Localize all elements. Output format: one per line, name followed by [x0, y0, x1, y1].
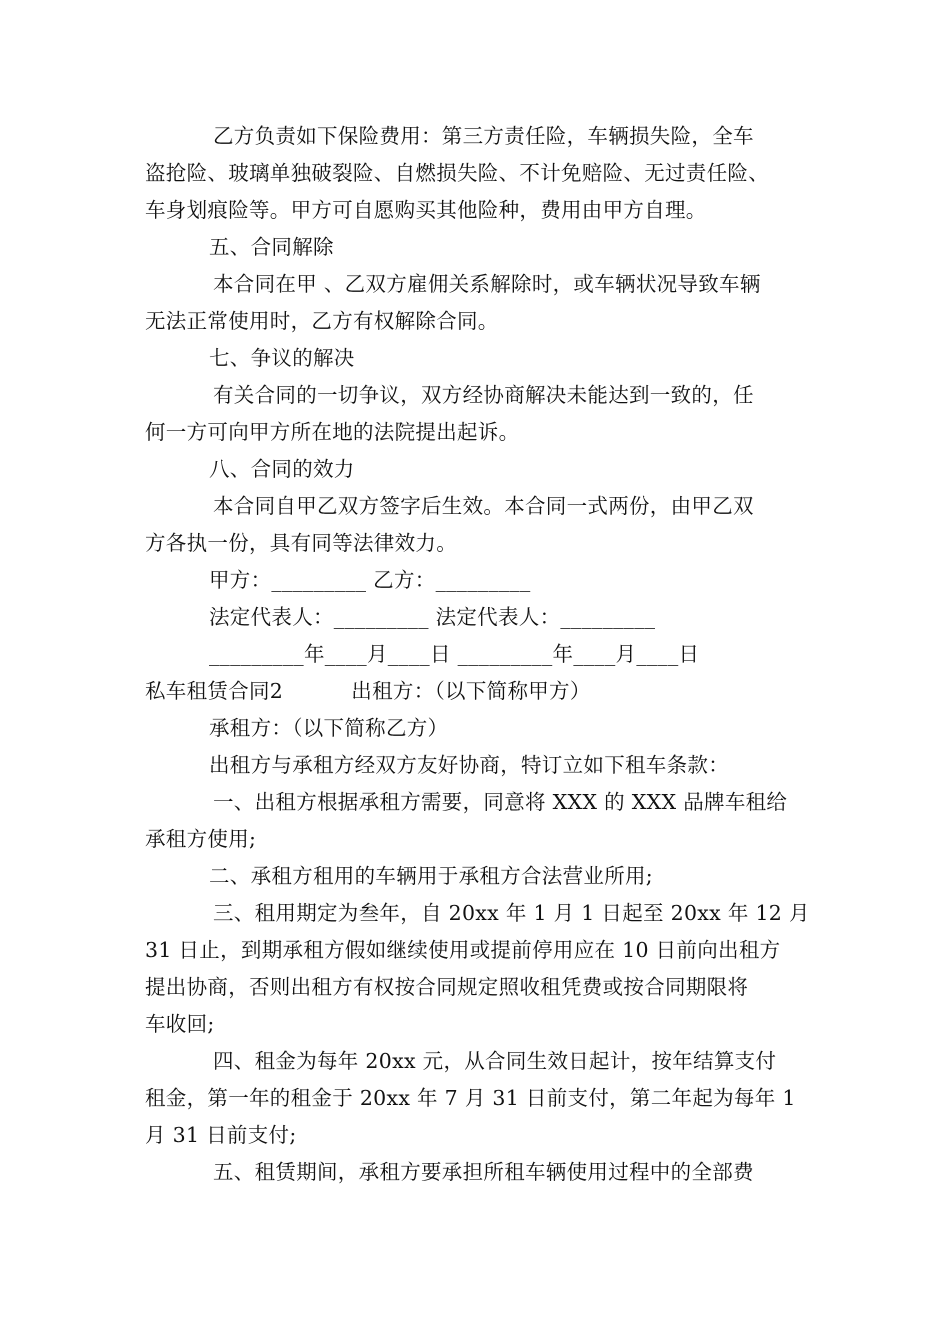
signature-line-representatives: 法定代表人：_________ 法定代表人：_________ [209, 605, 656, 629]
signature-line-parties: 甲方：_________ 乙方：_________ [209, 568, 531, 592]
text-line: 车收回; [145, 1012, 215, 1036]
text-line: 承租方：（以下简称乙方） [209, 716, 449, 740]
section-heading: 七、争议的解决 [209, 346, 355, 370]
section-heading: 五、合同解除 [209, 235, 334, 259]
text-line: 提出协商，否则出租方有权按合同规定照收租凭费或按合同期限将 [145, 975, 749, 999]
text-line: 月 31 日前支付; [145, 1123, 297, 1147]
text-line: 盗抢险、玻璃单独破裂险、自燃损失险、不计免赔险、无过责任险、 [145, 161, 769, 185]
text-line: 方各执一份，具有同等法律效力。 [145, 531, 457, 555]
contract-title-line: 私车租赁合同2 出租方：（以下简称甲方） [145, 679, 591, 703]
text-line: 有关合同的一切争议，双方经协商解决未能达到一致的，任 [213, 383, 754, 407]
text-line: 出租方与承租方经双方友好协商，特订立如下租车条款： [209, 753, 729, 777]
clause-line: 三、租用期定为叁年，自 20xx 年 1 月 1 日起至 20xx 年 12 月 [213, 901, 810, 925]
section-heading: 八、合同的效力 [209, 457, 355, 481]
clause-line: 二、承租方租用的车辆用于承租方合法营业所用; [209, 864, 654, 888]
clause-line: 五、租赁期间，承租方要承担所租车辆使用过程中的全部费 [213, 1160, 754, 1184]
text-line: 本合同在甲 、乙双方雇佣关系解除时，或车辆状况导致车辆 [213, 272, 761, 296]
clause-line: 四、租金为每年 20xx 元，从合同生效日起计，按年结算支付 [213, 1049, 777, 1073]
text-line: 车身划痕险等。甲方可自愿购买其他险种，费用由甲方自理。 [145, 198, 707, 222]
text-line: 无法正常使用时，乙方有权解除合同。 [145, 309, 499, 333]
clause-line: 一、出租方根据承租方需要，同意将 XXX 的 XXX 品牌车租给 [213, 790, 788, 814]
text-line: 本合同自甲乙双方签字后生效。本合同一式两份，由甲乙双 [213, 494, 754, 518]
text-line: 乙方负责如下保险费用：第三方责任险，车辆损失险，全车 [213, 124, 754, 148]
signature-line-dates: _________年____月____日 _________年____月____日 [209, 642, 700, 666]
text-line: 租金，第一年的租金于 20xx 年 7 月 31 日前支付，第二年起为每年 1 [145, 1086, 796, 1110]
text-line: 承租方使用; [145, 827, 257, 851]
text-line: 31 日止，到期承租方假如继续使用或提前停用应在 10 日前向出租方 [145, 938, 781, 962]
text-line: 何一方可向甲方所在地的法院提出起诉。 [145, 420, 520, 444]
